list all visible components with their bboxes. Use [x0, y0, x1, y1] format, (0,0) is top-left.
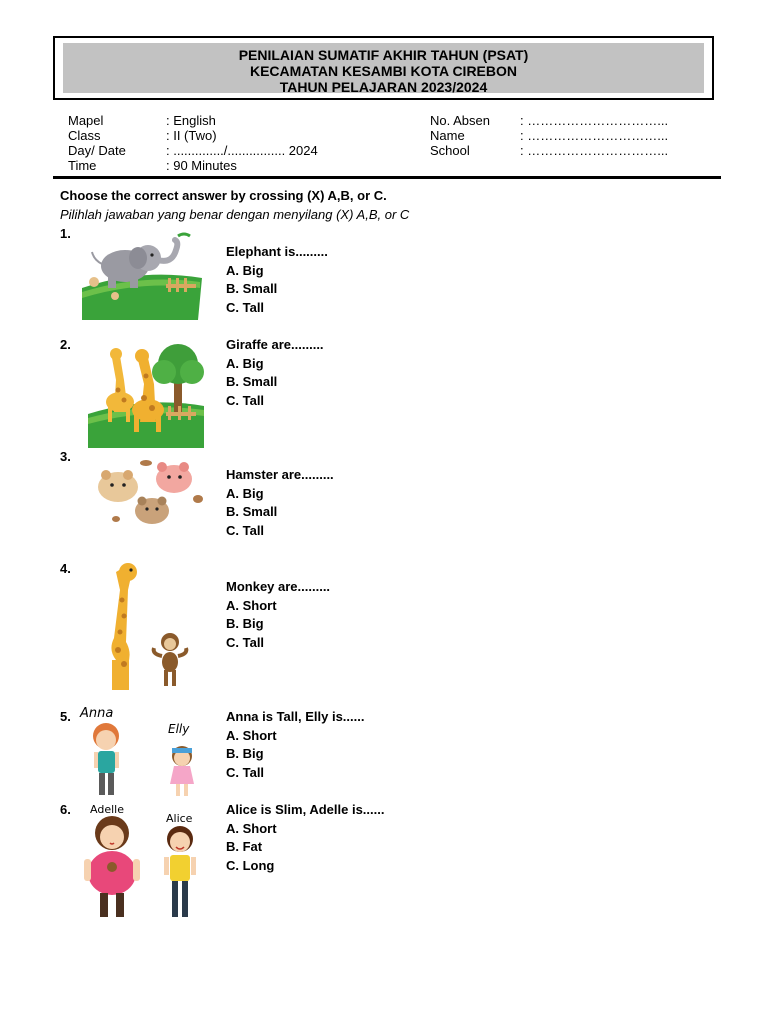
question-6-option-a[interactable]: A. Short	[226, 820, 277, 836]
question-1-text: Elephant is.........	[226, 244, 328, 259]
label-school: School	[430, 143, 470, 158]
label-elly: Elly	[168, 722, 190, 736]
value-mapel: : English	[166, 113, 216, 128]
info-left-labels	[68, 113, 126, 173]
question-3	[226, 466, 334, 540]
question-3-text: Hamster are.........	[226, 467, 334, 482]
question-2	[226, 336, 324, 410]
header-district: KECAMATAN KESAMBI KOTA CIREBON	[249, 63, 518, 79]
label-name: Name	[430, 128, 465, 143]
label-adelle: Adelle	[90, 803, 124, 816]
question-2-number: 2.	[60, 337, 71, 352]
question-4-option-b[interactable]: B. Big	[226, 616, 264, 631]
value-day-date: : ............../................ 2024	[166, 143, 318, 158]
instruction-english: Choose the correct answer by crossing (X) A,B, or C.	[60, 188, 387, 203]
question-1-number: 1.	[60, 226, 71, 241]
question-1-option-a[interactable]: A. Big	[226, 262, 264, 278]
giraffe-illustration	[86, 340, 208, 450]
header-title: PENILAIAN SUMATIF AKHIR TAHUN (PSAT)	[238, 47, 529, 63]
label-no-absen: No. Absen	[430, 113, 490, 128]
question-4-option-a[interactable]: A. Short	[226, 597, 277, 613]
question-1-option-b[interactable]: B. Small	[226, 281, 278, 296]
question-2-option-a[interactable]: A. Big	[226, 355, 264, 371]
question-6-option-b[interactable]: B. Fat	[226, 839, 263, 854]
question-4	[226, 578, 330, 652]
label-time: Time	[68, 158, 97, 173]
question-6-number: 6.	[60, 802, 71, 817]
question-6	[226, 801, 384, 875]
label-day-date: Day/ Date	[68, 143, 126, 158]
info-left-values	[166, 113, 318, 173]
question-4-option-c[interactable]: C. Tall	[226, 634, 265, 650]
value-class: : II (Two)	[166, 128, 217, 143]
question-5-option-a[interactable]: A. Short	[226, 727, 277, 743]
question-3-option-a[interactable]: A. Big	[226, 485, 264, 501]
header-school-year: TAHUN PELAJARAN 2023/2024	[279, 79, 488, 95]
value-time: : 90 Minutes	[166, 158, 237, 173]
question-3-number: 3.	[60, 449, 71, 464]
question-5-text: Anna is Tall, Elly is......	[226, 709, 365, 724]
value-school: : …………………………...	[520, 143, 669, 158]
question-4-number: 4.	[60, 561, 71, 576]
exam-header	[53, 36, 714, 100]
exam-header-banner	[63, 43, 704, 93]
giraffe-and-monkey-illustration	[98, 560, 198, 694]
question-5-option-c[interactable]: C. Tall	[226, 764, 265, 780]
question-2-option-c[interactable]: C. Tall	[226, 392, 265, 408]
question-1	[226, 243, 328, 317]
label-class: Class	[68, 128, 101, 143]
anna-and-elly-illustration	[80, 720, 210, 800]
label-mapel: Mapel	[68, 113, 104, 128]
question-1-option-c[interactable]: C. Tall	[226, 299, 265, 315]
question-5-number: 5.	[60, 709, 71, 724]
info-right-values	[520, 113, 668, 158]
question-2-text: Giraffe are.........	[226, 337, 324, 352]
elephant-illustration	[80, 230, 205, 322]
question-6-option-c[interactable]: C. Long	[226, 857, 275, 873]
question-3-option-c[interactable]: C. Tall	[226, 522, 265, 538]
question-5	[226, 708, 364, 782]
value-no-absen: : …………………………...	[520, 113, 669, 128]
question-3-option-b[interactable]: B. Small	[226, 504, 278, 519]
question-5-option-b[interactable]: B. Big	[226, 746, 264, 761]
question-4-text: Monkey are.........	[226, 579, 331, 594]
question-6-text: Alice is Slim, Adelle is......	[226, 802, 385, 817]
label-anna: Anna	[80, 706, 114, 721]
value-name: : …………………………...	[520, 128, 669, 143]
question-2-option-b[interactable]: B. Small	[226, 374, 278, 389]
info-right-labels	[430, 113, 490, 158]
adelle-and-alice-illustration	[80, 815, 210, 921]
hamster-illustration	[92, 455, 208, 530]
label-alice: Alice	[166, 812, 193, 825]
instruction-indonesian: Pilihlah jawaban yang benar dengan menyilang (X) A,B, or C	[60, 207, 410, 222]
header-divider	[53, 176, 721, 179]
